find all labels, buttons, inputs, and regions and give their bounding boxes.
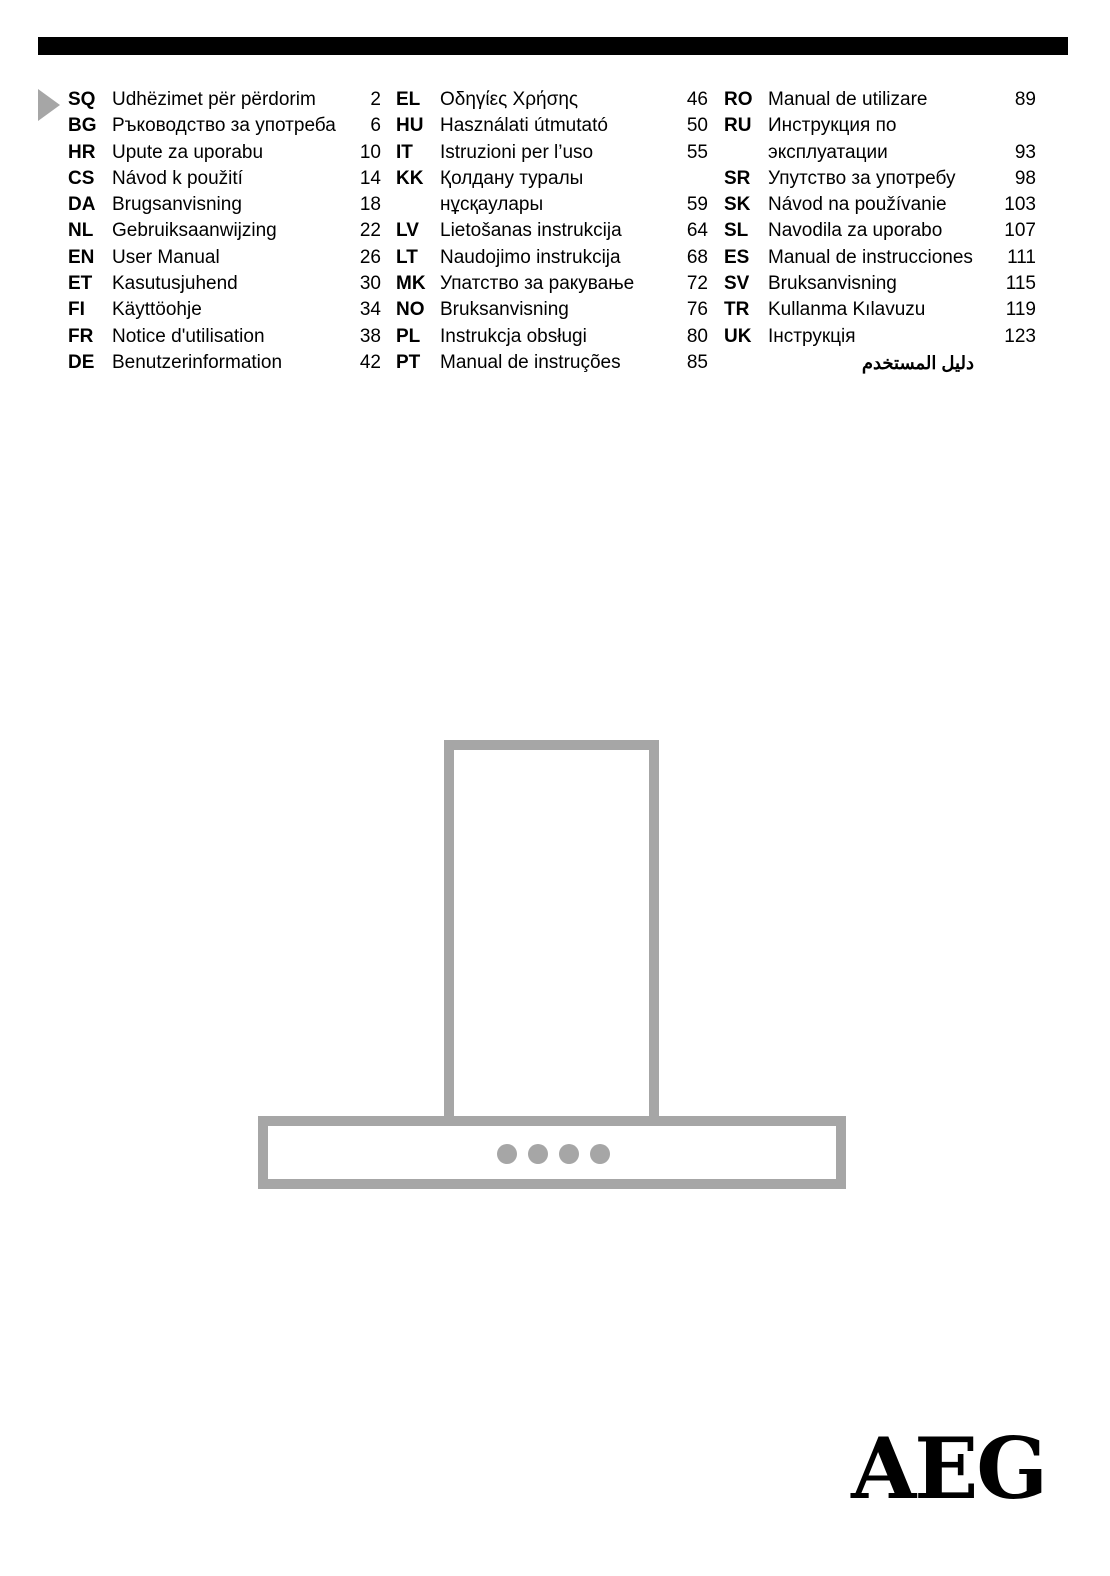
toc-title: Lietošanas instrukcija	[440, 220, 622, 242]
toc-language-code: FR	[68, 325, 94, 347]
toc-arabic-title: دليل المستخدم	[861, 352, 974, 373]
toc-language-code: PL	[396, 325, 421, 347]
toc-title: Brugsanvisning	[112, 194, 242, 216]
toc-language-code: CS	[68, 167, 95, 189]
toc-page-number: 2	[370, 89, 381, 110]
hood-control-button	[497, 1144, 517, 1164]
toc-row[interactable]	[396, 218, 712, 244]
toc-title: Інструкція	[768, 325, 856, 347]
toc-title: Manual de utilizare	[768, 89, 928, 110]
toc-row[interactable]	[68, 218, 384, 244]
toc-row[interactable]	[724, 324, 1040, 350]
toc-language-code: SL	[724, 220, 749, 242]
toc-page-number: 14	[359, 167, 381, 189]
toc-title: Gebruiksaanwijzing	[112, 220, 277, 242]
toc-title: Bruksanvisning	[768, 273, 897, 295]
toc-title: Упутство за употребу	[768, 167, 956, 189]
toc-language-code: DE	[68, 351, 95, 373]
toc-row[interactable]	[724, 113, 1040, 139]
toc-title: Manual de instrucciones	[768, 246, 973, 268]
toc-page-number: 6	[370, 115, 381, 137]
toc-title: Kasutusjuhend	[112, 273, 238, 295]
toc-page-number: 98	[1014, 167, 1036, 189]
toc-page-number: 119	[1005, 299, 1036, 321]
toc-page-number: 85	[686, 351, 708, 373]
toc-language-code: SV	[724, 273, 750, 295]
toc-page-number: 64	[686, 220, 708, 242]
toc-page-number: 76	[686, 299, 708, 321]
toc-page-number: 80	[686, 325, 708, 347]
toc-page-number: 123	[1004, 325, 1036, 347]
top-bar	[38, 37, 1068, 55]
toc-row[interactable]	[68, 245, 384, 271]
toc-title: Návod k použití	[112, 167, 243, 189]
toc-title: Инструкция по	[768, 115, 897, 137]
toc-language-code: HR	[68, 141, 96, 163]
toc-row[interactable]	[724, 271, 1040, 297]
toc-page-number: 18	[359, 194, 381, 216]
toc-title: Упатство за ракување	[440, 273, 635, 295]
toc-title: Istruzioni per l’uso	[440, 141, 594, 163]
toc-title: Navodila za uporabo	[768, 220, 943, 242]
toc-page-number: 115	[1005, 273, 1036, 295]
hood-control-button	[590, 1144, 610, 1164]
toc-page-number: 111	[1007, 246, 1036, 268]
toc-row[interactable]	[68, 192, 384, 218]
toc-title: Udhëzimet për përdorim	[112, 89, 316, 110]
toc-row[interactable]	[68, 297, 384, 323]
toc-title: Ръководство за употреба	[112, 115, 336, 137]
toc-row[interactable]	[724, 218, 1040, 244]
toc-row[interactable]	[396, 113, 712, 139]
toc-language-code: IT	[396, 141, 413, 163]
toc-page-number: 30	[359, 273, 381, 295]
toc-language-code: LT	[396, 246, 418, 268]
toc-language-code: ES	[724, 246, 750, 268]
toc-row[interactable]	[724, 166, 1040, 192]
toc-row[interactable]	[396, 324, 712, 350]
hood-canopy	[263, 1121, 841, 1184]
toc-row[interactable]	[396, 245, 712, 271]
toc-page-number: 34	[359, 299, 381, 321]
toc-row[interactable]	[396, 271, 712, 297]
toc-row[interactable]	[396, 166, 712, 192]
toc-page-number: 42	[359, 351, 381, 373]
toc-title: Használati útmutató	[440, 115, 608, 137]
toc-language-code: FI	[68, 299, 85, 321]
aeg-logo: AEG	[851, 1419, 1046, 1518]
toc-language-code: PT	[396, 351, 421, 373]
toc-language-code: NL	[68, 220, 94, 242]
toc-row[interactable]	[396, 87, 712, 113]
toc-row[interactable]	[724, 297, 1040, 323]
toc-page-number: 26	[359, 246, 381, 268]
toc-row[interactable]	[68, 113, 384, 139]
toc-page-number: 46	[686, 89, 708, 110]
toc-title: Οδηγίες Χρήσης	[440, 89, 579, 110]
toc-row[interactable]	[396, 297, 712, 323]
toc-page-number: 103	[1004, 194, 1036, 216]
toc-page-number: 68	[686, 246, 708, 268]
toc-title: Қолдану туралы	[440, 167, 584, 189]
toc-row[interactable]	[724, 87, 1040, 113]
toc-row[interactable]	[68, 271, 384, 297]
toc-row[interactable]	[68, 350, 384, 376]
toc-page-number: 59	[686, 194, 708, 216]
toc-row[interactable]	[68, 87, 384, 113]
toc-language-code: EL	[396, 89, 421, 110]
toc-row[interactable]	[396, 140, 712, 166]
toc-row[interactable]	[724, 245, 1040, 271]
toc-title: Käyttöohje	[112, 299, 202, 321]
toc-column-2	[396, 87, 712, 376]
toc-title: Notice d'utilisation	[112, 325, 265, 347]
toc-title: Benutzerinformation	[112, 351, 283, 373]
toc-title: User Manual	[112, 246, 220, 268]
toc-column-1	[68, 87, 384, 376]
toc-language-code: TR	[724, 299, 750, 321]
toc-page-number: 107	[1004, 220, 1036, 242]
toc-language-code: HU	[396, 115, 424, 137]
toc-language-code: LV	[396, 220, 419, 242]
hood-control-button	[559, 1144, 579, 1164]
toc-language-code: MK	[396, 273, 426, 295]
range-hood-icon	[258, 740, 848, 1190]
toc-page-number: 72	[686, 273, 708, 295]
toc-title: Návod na používanie	[768, 194, 947, 216]
toc-row[interactable]	[68, 166, 384, 192]
toc-language-code: NO	[396, 299, 425, 321]
toc-page-number: 55	[686, 141, 708, 163]
toc-title: эксплуатации	[768, 141, 888, 163]
toc-language-code: SQ	[68, 89, 96, 110]
toc-title: Upute za uporabu	[112, 141, 264, 163]
toc-title: Bruksanvisning	[440, 299, 569, 321]
hood-chimney	[449, 745, 654, 1123]
toc-page-number: 22	[359, 220, 381, 242]
toc-language-code: ET	[68, 273, 93, 295]
toc-row[interactable]	[396, 350, 712, 376]
toc-language-code: KK	[396, 167, 424, 189]
toc-row[interactable]	[724, 140, 1040, 166]
toc-row-arabic[interactable]	[724, 350, 1040, 376]
toc-row[interactable]	[68, 324, 384, 350]
toc-language-code: BG	[68, 115, 97, 137]
toc-language-code: RU	[724, 115, 752, 137]
toc-title: нұсқаулары	[440, 194, 544, 216]
toc-page-number: 38	[359, 325, 381, 347]
toc-page-number: 50	[686, 115, 708, 137]
toc-title: Kullanma Kılavuzu	[768, 299, 926, 321]
toc-title: Naudojimo instrukcija	[440, 246, 621, 268]
current-language-pointer-icon	[38, 89, 60, 121]
toc-row[interactable]	[724, 192, 1040, 218]
toc-page-number: 93	[1014, 141, 1036, 163]
toc-title: Manual de instruções	[440, 351, 621, 373]
toc-language-code: EN	[68, 246, 95, 268]
toc-row[interactable]	[396, 192, 712, 218]
toc-language-code: UK	[724, 325, 752, 347]
toc-row[interactable]	[68, 140, 384, 166]
toc-language-code: RO	[724, 89, 753, 110]
toc-language-code: SK	[724, 194, 751, 216]
toc-page-number: 10	[359, 141, 381, 163]
toc-title: Instrukcja obsługi	[440, 325, 587, 347]
hood-control-button	[528, 1144, 548, 1164]
toc-language-code: SR	[724, 167, 751, 189]
toc-page-number: 89	[1014, 89, 1036, 110]
toc-language-code: DA	[68, 194, 96, 216]
toc-column-3	[724, 87, 1040, 376]
